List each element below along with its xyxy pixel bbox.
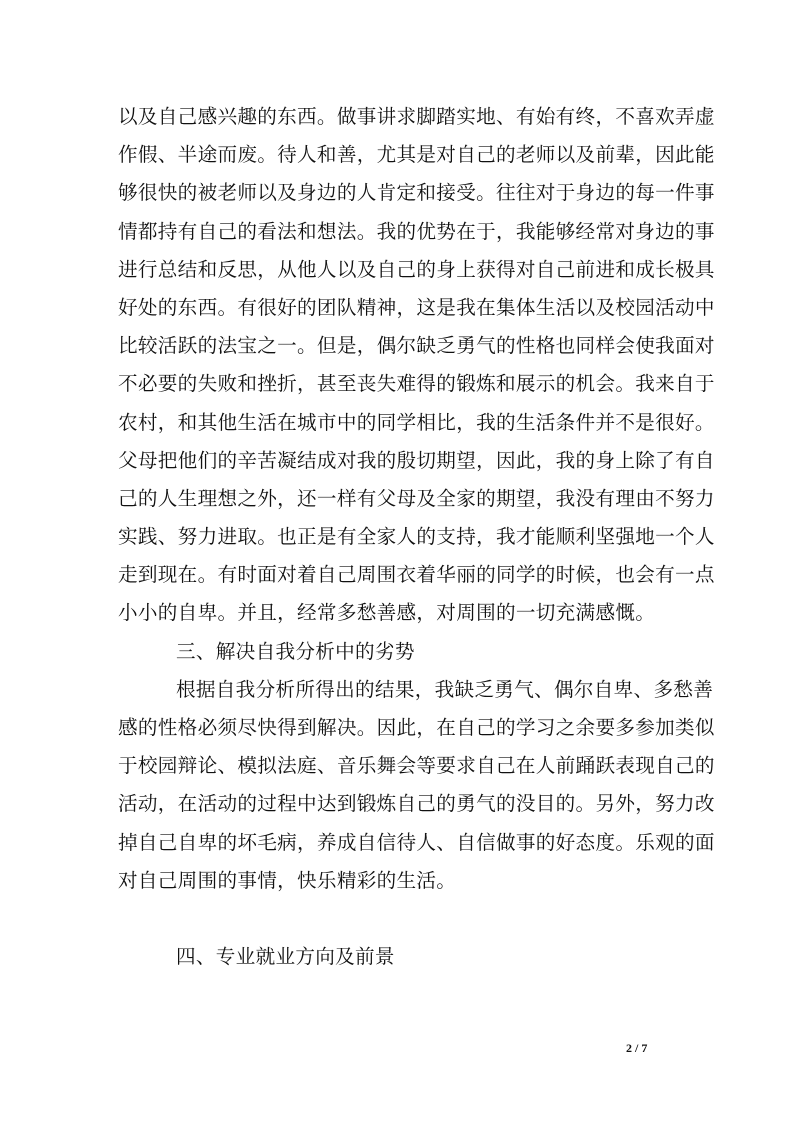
section-heading: 三、解决自我分析中的劣势 <box>176 639 415 663</box>
text-line: 实践、努力进取。也正是有全家人的支持，我才能顺利坚强地一个人 <box>118 525 715 549</box>
text-line: 好处的东西。有很好的团队精神，这是我在集体生活以及校园活动中 <box>118 295 715 319</box>
text-line: 不必要的失败和挫折，甚至丧失难得的锻炼和展示的机会。我来自于 <box>118 372 715 396</box>
text-line: 感的性格必须尽快得到解决。因此，在自己的学习之余要多参加类似 <box>118 716 715 739</box>
text-line: 进行总结和反思，从他人以及自己的身上获得对自己前进和成长极具 <box>118 257 715 281</box>
body-text <box>118 98 715 976</box>
text-line: 于校园辩论、模拟法庭、音乐舞会等要求自己在人前踊跃表现自己的 <box>118 754 715 778</box>
text-line: 己的人生理想之外，还一样有父母及全家的期望，我没有理由不努力 <box>118 486 715 510</box>
text-line: 情都持有自己的看法和想法。我的优势在于，我能够经常对身边的事 <box>118 219 715 243</box>
text-line: 掉自己自卑的坏毛病，养成自信待人、自信做事的好态度。乐观的面 <box>118 830 715 854</box>
text-line: 作假、半途而废。待人和善，尤其是对自己的老师以及前辈，因此能 <box>118 143 715 167</box>
text-line: 对自己周围的事情，快乐精彩的生活。 <box>118 868 457 892</box>
text-line: 小小的自卑。并且，经常多愁善感，对周围的一切充满感慨。 <box>118 601 656 625</box>
section-heading: 四、专业就业方向及前景 <box>176 945 395 969</box>
text-line: 比较活跃的法宝之一。但是，偶尔缺乏勇气的性格也同样会使我面对 <box>118 334 715 358</box>
text-line: 走到现在。有时面对着自己周围衣着华丽的同学的时候，也会有一点 <box>118 563 715 587</box>
page-number: 2 / 7 <box>626 1041 648 1055</box>
text-line: 农村，和其他生活在城市中的同学相比，我的生活条件并不是很好。 <box>118 410 715 434</box>
text-line: 活动，在活动的过程中达到锻炼自己的勇气的没目的。另外，努力改 <box>118 792 715 816</box>
text-line: 父母把他们的辛苦凝结成对我的殷切期望，因此，我的身上除了有自 <box>118 448 715 472</box>
blank-line <box>118 900 678 938</box>
text-line: 够很快的被老师以及身边的人肯定和接受。往往对于身边的每一件事 <box>118 181 715 205</box>
text-line: 以及自己感兴趣的东西。做事讲求脚踏实地、有始有终，不喜欢弄虚 <box>118 105 715 128</box>
text-line: 根据自我分析所得出的结果，我缺乏勇气、偶尔自卑、多愁善 <box>176 677 714 701</box>
